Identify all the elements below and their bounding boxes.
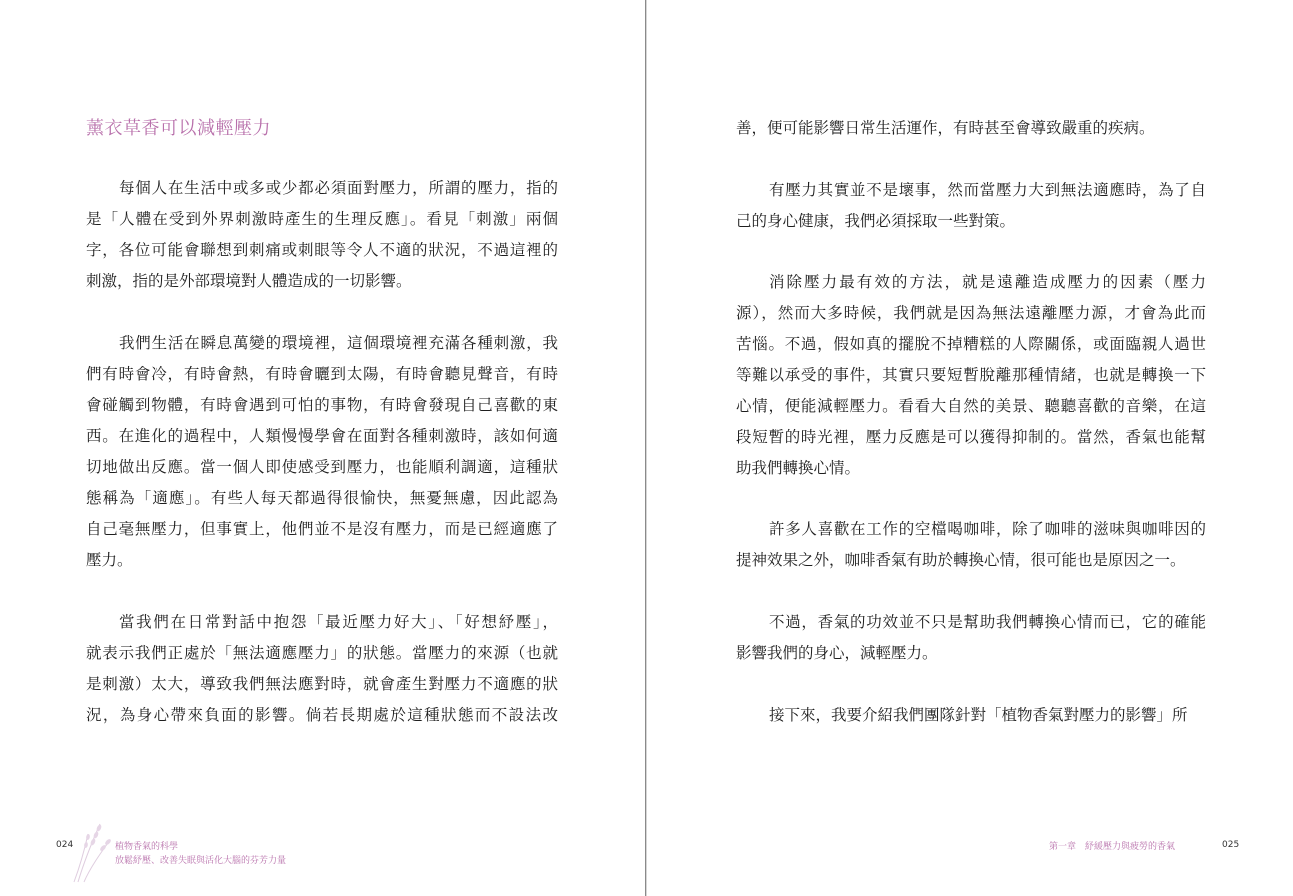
text-line: 況，為身心帶來負面的影響。倘若長期處於這種狀態而不設法改 — [86, 706, 558, 724]
text-line: 們有時會冷，有時會熱，有時會曬到太陽，有時會聽見聲音，有時 — [86, 365, 558, 383]
text-line: 苦惱。不過，假如真的擺脫不掉糟糕的人際關係，或面臨親人過世 — [736, 335, 1206, 353]
text-line: 接下來，我要介紹我們團隊針對「植物香氣對壓力的影響」所 — [769, 706, 1188, 724]
text-line: 源），然而大多時候，我們就是因為無法遠離壓力源，才會為此而 — [736, 304, 1206, 322]
text-line: 自己毫無壓力，但事實上，他們並不是沒有壓力，而是已經適應了 — [86, 520, 558, 538]
text-line: 西。在進化的過程中，人類慢慢學會在面對各種刺激時，該如何適 — [86, 427, 558, 445]
text-line: 壓力。 — [86, 551, 133, 569]
text-line: 段短暫的時光裡，壓力反應是可以獲得抑制的。當然，香氣也能幫 — [736, 428, 1206, 446]
book-subtitle: 放鬆紓壓、改善失眠與活化大腦的芬芳力量 — [115, 856, 287, 866]
text-line: 每個人在生活中或多或少都必須面對壓力，所謂的壓力，指的 — [119, 179, 558, 197]
text-line: 助我們轉換心情。 — [736, 459, 861, 477]
text-line: 當我們在日常對話中抱怨「最近壓力好大」、「好想紓壓」， — [119, 613, 558, 631]
chapter-title: 第一章 紓緩壓力與疲勞的香氣 — [1048, 842, 1175, 852]
text-line: 善，便可能影響日常生活運作，有時甚至會導致嚴重的疾病。 — [736, 119, 1155, 137]
text-line: 字，各位可能會聯想到刺痛或刺眼等令人不適的狀況，不過這裡的 — [86, 241, 558, 259]
text-line: 我們生活在瞬息萬變的環境裡，這個環境裡充滿各種刺激，我 — [119, 334, 558, 352]
text-line: 影響我們的身心，減輕壓力。 — [736, 644, 938, 662]
text-line: 不過，香氣的功效並不只是幫助我們轉換心情而已，它的確能 — [769, 613, 1206, 631]
text-line: 是刺激）太大，導致我們無法應對時，就會產生對壓力不適應的狀 — [86, 675, 558, 693]
text-line: 許多人喜歡在工作的空檔喝咖啡，除了咖啡的滋味與咖啡因的 — [769, 520, 1206, 538]
text-line: 有壓力其實並不是壞事，然而當壓力大到無法適應時，為了自 — [769, 181, 1206, 199]
text-line: 就表示我們正處於「無法適應壓力」的狀態。當壓力的來源（也就 — [86, 644, 558, 662]
text-line: 消除壓力最有效的方法，就是遠離造成壓力的因素（壓力 — [769, 273, 1206, 291]
text-line: 切地做出反應。當一個人即使感受到壓力，也能順利調適，這種狀 — [86, 458, 558, 476]
text-line: 是「人體在受到外界刺激時產生的生理反應」。看見「刺激」兩個 — [86, 210, 558, 228]
text-line: 等難以承受的事件，其實只要短暫脫離那種情緒，也就是轉換一下 — [736, 366, 1206, 384]
text-line: 心情，便能減輕壓力。看看大自然的美景、聽聽喜歡的音樂，在這 — [736, 397, 1206, 415]
text-line: 己的身心健康，我們必須採取一些對策。 — [736, 212, 1016, 230]
left-page-number: 024 — [56, 840, 74, 850]
text-line: 提神效果之外，咖啡香氣有助於轉換心情，很可能也是原因之一。 — [736, 551, 1186, 569]
lavender-sprig-icon — [66, 822, 116, 884]
text-line: 刺激，指的是外部環境對人體造成的一切影響。 — [86, 272, 412, 290]
text-line: 會碰觸到物體，有時會遇到可怕的事物，有時會發現自己喜歡的東 — [86, 396, 558, 414]
right-page-number: 025 — [1222, 840, 1240, 850]
book-title: 植物香氣的科學 — [115, 842, 179, 852]
text-line: 態稱為「適應」。有些人每天都過得很愉快，無憂無慮，因此認為 — [86, 489, 558, 507]
section-title: 薰衣草香可以減輕壓力 — [86, 118, 271, 139]
book-gutter-shadow — [646, 0, 647, 896]
